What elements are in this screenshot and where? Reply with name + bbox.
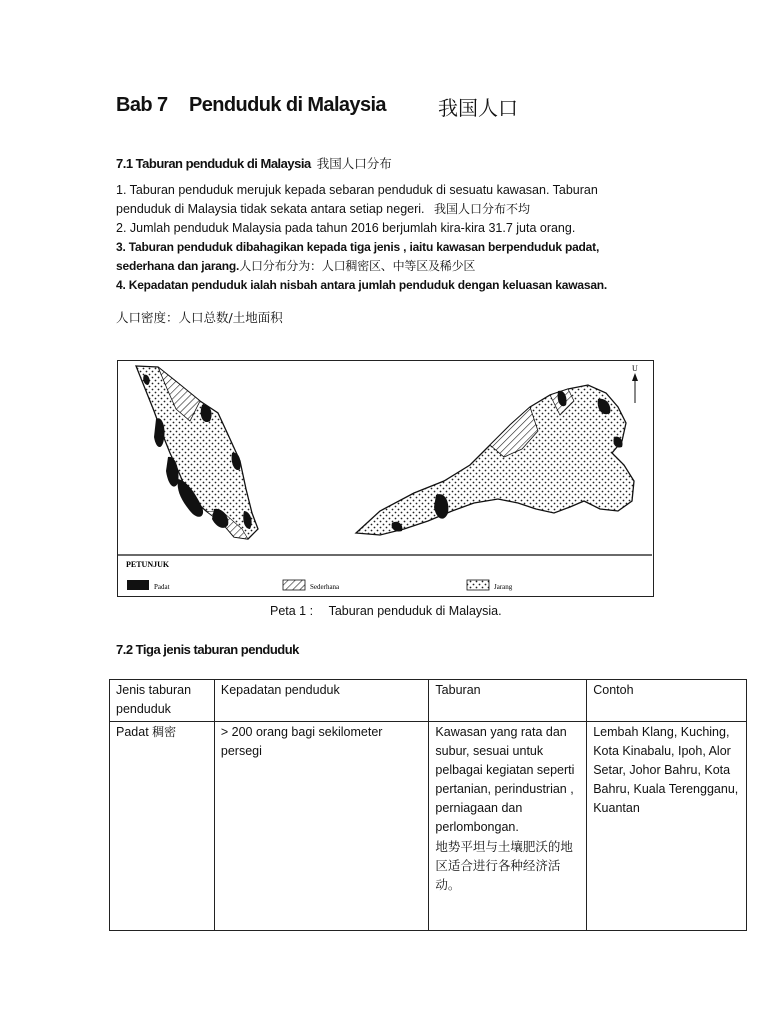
malaysia-map-figure (118, 361, 652, 595)
cell-kepadatan: > 200 orang bagi sekilometer persegi (214, 722, 429, 931)
cell-taburan-cn: 地势平坦与土壤肥沃的地区适合进行各种经济活动。 (435, 839, 573, 892)
chapter-title-cn: 我国人口 (438, 96, 518, 120)
north-label: U (632, 364, 638, 373)
column-header: Kepadatan penduduk (214, 680, 429, 722)
legend-padat-swatch (127, 580, 149, 590)
chapter-title: Penduduk di Malaysia (189, 94, 386, 116)
cell-contoh: Lembah Klang, Kuching, Kota Kinabalu, Ipoh, Alor Setar, Johor Bahru, Kota Bahru, Kuala Terengganu, Kuantan (587, 722, 747, 931)
legend-jarang-swatch (467, 580, 489, 590)
paragraph-2: 2. Jumlah penduduk Malaysia pada tahun 2016 berjumlah kira-kira 31.7 juta orang. (116, 221, 576, 235)
column-header: Contoh (587, 680, 747, 722)
peninsular-malaysia (136, 366, 258, 539)
paragraph-3b-text: sederhana dan jarang. (116, 259, 240, 273)
legend-sederhana-label: Sederhana (310, 583, 340, 591)
legend-sederhana-swatch (283, 580, 305, 590)
table-header-row (110, 680, 747, 722)
paragraph-1b-text: penduduk di Malaysia tidak sekata antara setiap negeri. (116, 202, 425, 216)
population-distribution-table (109, 679, 747, 931)
paragraph-1b (116, 200, 530, 219)
map-caption (270, 604, 502, 618)
map-caption-label: Peta 1 : (270, 604, 314, 618)
legend-jarang-label: Jarang (494, 583, 513, 591)
paragraph-1b-cn: 我国人口分布不均 (434, 202, 531, 216)
table-row (110, 722, 747, 931)
section-heading-text: 7.1 Taburan penduduk di Malaysia (116, 156, 311, 171)
map-caption-text: Taburan penduduk di Malaysia. (328, 604, 502, 618)
paragraph-3a: 3. Taburan penduduk dibahagikan kepada tiga jenis , iaitu kawasan berpenduduk padat, (116, 240, 600, 254)
page-title (116, 94, 518, 120)
column-header: Jenis taburan penduduk (110, 680, 215, 722)
cell-jenis (110, 722, 215, 931)
section-heading-7-1 (116, 154, 392, 172)
cell-taburan-text: Kawasan yang rata dan subur, sesuai untuk pelbagai kegiatan seperti pertanian, perindustrian , perniagaan dan perlombongan. (435, 725, 575, 834)
paragraph-4: 4. Kepadatan penduduk ialah nisbah antara jumlah penduduk dengan keluasan kawasan. (116, 278, 608, 292)
cell-taburan (429, 722, 587, 931)
paragraph-3b-cn: 人口分布分为：人口稠密区、中等区及稀少区 (239, 259, 476, 273)
section-heading-cn: 我国人口分布 (316, 156, 392, 171)
borneo-malaysia (356, 385, 634, 535)
legend-title: PETUNJUK (126, 560, 170, 569)
cell-jenis-text: Padat (116, 725, 149, 739)
paragraph-3b (116, 257, 475, 276)
chapter-number: Bab 7 (116, 94, 168, 116)
population-map (117, 360, 654, 597)
north-arrow-icon (632, 373, 638, 403)
column-header: Taburan (429, 680, 587, 722)
section-heading-7-2: 7.2 Tiga jenis taburan penduduk (116, 642, 299, 657)
cell-jenis-cn: 稠密 (152, 725, 177, 739)
legend-padat-label: Padat (154, 583, 170, 591)
paragraph-1a: 1. Taburan penduduk merujuk kepada sebaran penduduk di sesuatu kawasan. Taburan (116, 183, 598, 197)
density-formula: 人口密度：人口总数/土地面积 (116, 310, 283, 325)
